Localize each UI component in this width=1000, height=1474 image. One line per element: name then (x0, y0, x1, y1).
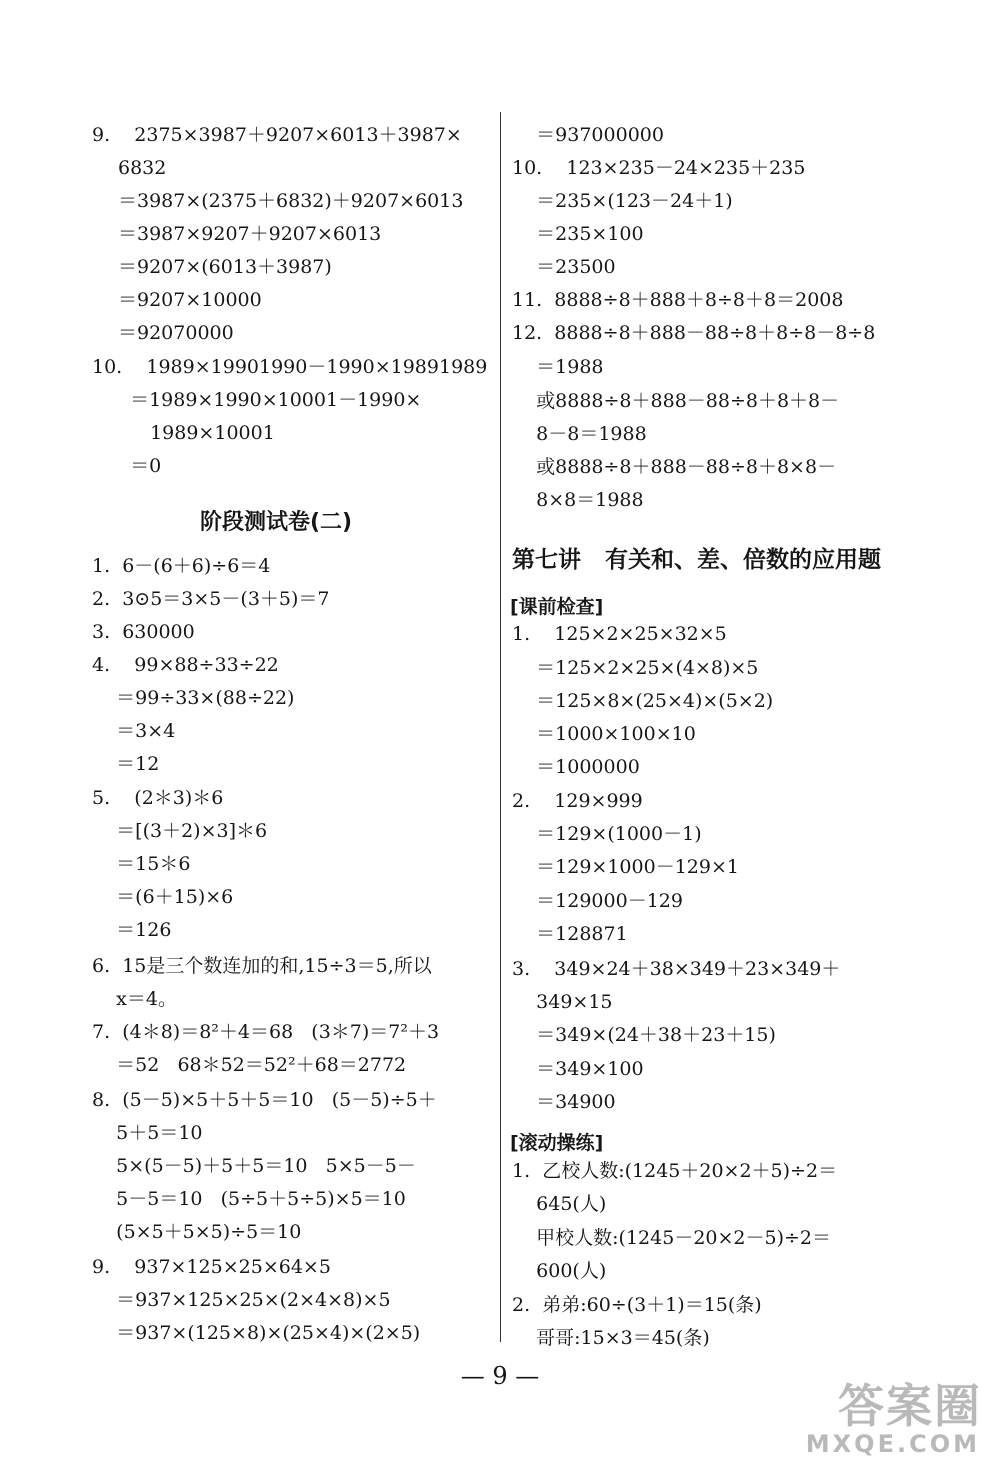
text-line: ＝129×1000－129×1 (512, 856, 739, 878)
text-line: 600(人) (512, 1260, 607, 1282)
text-line: 2. 129×999 (512, 790, 643, 812)
text-line: 甲校人数:(1245－20×2－5)÷2＝ (512, 1227, 832, 1249)
text-line: 12. 8888÷8＋888－88÷8＋8÷8－8÷8 (512, 322, 876, 344)
section-label: [课前检查] (510, 596, 604, 618)
text-line: ＝(6＋15)×6 (92, 886, 234, 908)
text-line: ＝937000000 (512, 124, 664, 146)
text-line: 349×15 (512, 991, 613, 1013)
page-number: — 9 — (460, 1362, 540, 1390)
text-line: 哥哥:15×3＝45(条) (512, 1327, 710, 1349)
text-line: 10. 123×235－24×235＋235 (512, 157, 806, 179)
text-line: 4. 99×88÷33÷22 (92, 654, 279, 676)
text-line: ＝23500 (512, 256, 616, 278)
watermark-url: MXQE.COM (805, 1430, 980, 1458)
text-line: 11. 8888÷8＋888＋8÷8＋8＝2008 (512, 289, 844, 311)
text-line: ＝129×(1000－1) (512, 823, 702, 845)
text-line: ＝34900 (512, 1091, 616, 1113)
text-line: ＝235×(123－24＋1) (512, 190, 733, 212)
text-line: 5－5＝10 (5÷5＋5÷5)×5＝10 (92, 1188, 406, 1210)
text-line: 5. (2＊3)＊6 (92, 787, 224, 809)
text-line: ＝92070000 (118, 322, 234, 344)
text-line: ＝12 (92, 753, 160, 775)
text-line: ＝349×(24＋38＋23＋15) (512, 1024, 776, 1046)
text-line: 5×(5－5)＋5＋5＝10 5×5－5－ (92, 1155, 416, 1177)
chapter-heading: 第七讲 有关和、差、倍数的应用题 (512, 547, 882, 573)
text-line: ＝0 (118, 455, 162, 477)
text-line: ＝9207×(6013＋3987) (118, 256, 332, 278)
text-line: ＝99÷33×(88÷22) (92, 687, 295, 709)
text-line: 1. 6－(6＋6)÷6＝4 (92, 555, 271, 577)
text-line: ＝125×8×(25×4)×(5×2) (512, 690, 774, 712)
text-line: ＝937×125×25×(2×4×8)×5 (92, 1289, 391, 1311)
text-line: 1. 125×2×25×32×5 (512, 623, 727, 645)
text-line: 或8888÷8＋888－88÷8＋8＋8－ (512, 390, 840, 412)
text-line: ＝3987×(2375＋6832)＋9207×6013 (118, 190, 464, 212)
section-heading: 阶段测试卷(二) (200, 510, 353, 535)
text-line: (5×5＋5×5)÷5＝10 (92, 1221, 302, 1243)
text-line: 9. 937×125×25×64×5 (92, 1256, 331, 1278)
text-line: ＝126 (92, 919, 172, 941)
text-line: ＝235×100 (512, 223, 644, 245)
text-line: 2. 3⊙5＝3×5－(3＋5)＝7 (92, 588, 330, 610)
text-line: ＝1000×100×10 (512, 723, 696, 745)
text-line: 6. 15是三个数连加的和,15÷3＝5,所以 (92, 955, 432, 977)
text-line: 7. (4＊8)＝8²＋4＝68 (3＊7)＝7²＋3 (92, 1021, 440, 1043)
text-line: 8－8＝1988 (512, 423, 647, 445)
text-line: ＝9207×10000 (118, 289, 262, 311)
text-line: 2. 弟弟:60÷(3＋1)＝15(条) (512, 1294, 762, 1316)
text-line: ＝1000000 (512, 756, 640, 778)
text-line: 1. 乙校人数:(1245＋20×2＋5)÷2＝ (512, 1160, 838, 1182)
text-line: 1989×10001 (138, 422, 275, 444)
text-line: ＝125×2×25×(4×8)×5 (512, 657, 759, 679)
text-line: 9. 2375×3987＋9207×6013＋3987× (92, 124, 462, 146)
text-line: 8×8＝1988 (512, 489, 644, 511)
watermark-logo (807, 1370, 982, 1466)
text-line: 10. 1989×19901990－1990×19891989 (92, 356, 488, 378)
column-divider (500, 112, 501, 1342)
text-line: ＝15＊6 (92, 853, 191, 875)
text-line: 3. 630000 (92, 621, 195, 643)
text-line: 3. 349×24＋38×349＋23×349＋ (512, 958, 841, 980)
section-label: [滚动操练] (510, 1132, 604, 1154)
text-line: x＝4。 (92, 988, 177, 1010)
text-line: ＝1988 (512, 356, 604, 378)
text-line: ＝128871 (512, 923, 628, 945)
text-line: ＝52 68＊52＝52²＋68＝2772 (92, 1054, 407, 1076)
text-line: ＝[(3＋2)×3]＊6 (92, 820, 268, 842)
text-line: ＝3987×9207＋9207×6013 (118, 223, 382, 245)
watermark-text: 答案圈 (838, 1379, 982, 1433)
text-line: ＝1989×1990×10001－1990× (118, 389, 422, 411)
text-line: ＝129000－129 (512, 890, 683, 912)
text-line: 8. (5－5)×5＋5＋5＝10 (5－5)÷5＋ (92, 1089, 437, 1111)
text-line: 645(人) (512, 1193, 607, 1215)
text-line: 5＋5＝10 (92, 1122, 203, 1144)
text-line: 6832 (118, 157, 167, 179)
text-line: ＝349×100 (512, 1058, 644, 1080)
text-line: ＝937×(125×8)×(25×4)×(2×5) (92, 1322, 421, 1344)
text-line: ＝3×4 (92, 720, 176, 742)
text-line: 或8888÷8＋888－88÷8＋8×8－ (512, 456, 837, 478)
